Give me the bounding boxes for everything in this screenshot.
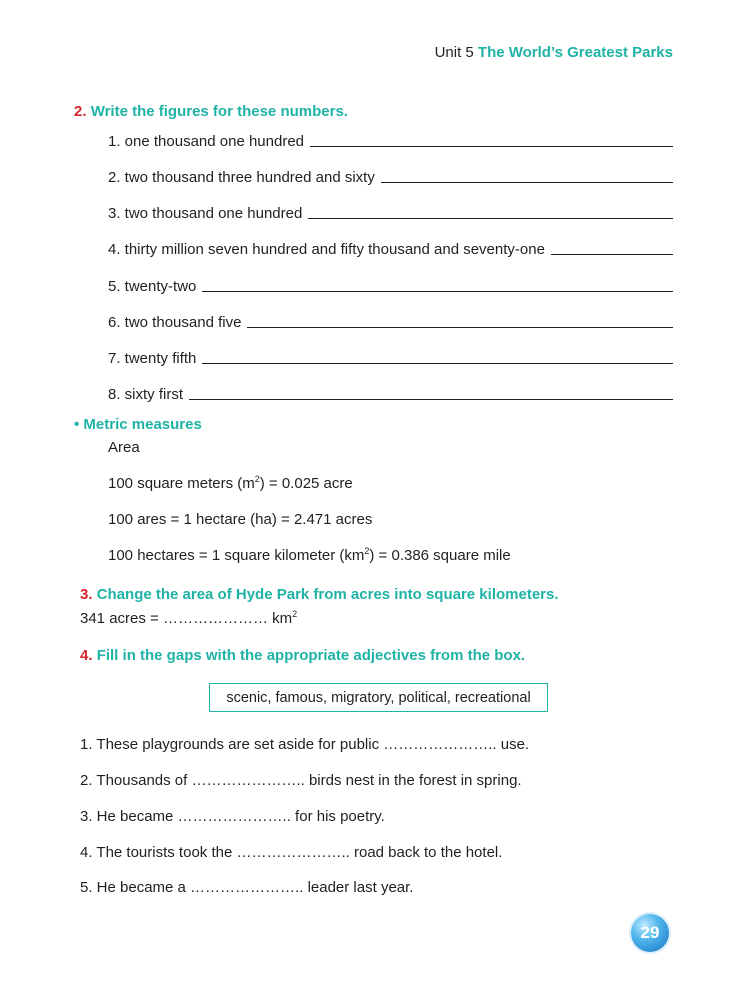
gap-sentence-3: 3. He became ………………….. for his poetry. [80,808,385,825]
answer-line [381,181,673,183]
number-item-5 [108,278,673,295]
answer-line [551,253,673,255]
number-item-text: 3. two thousand one hundred [108,205,303,222]
gap-sentence-2: 2. Thousands of ………………….. birds nest in the forest in spring. [80,772,522,789]
question-text: Fill in the gaps with the appropriate adjectives from the box. [96,647,526,664]
question-number: 4. [80,647,93,664]
superscript: 2 [364,546,370,556]
number-item-7 [108,350,673,367]
answer-line [189,398,673,400]
number-item-8 [108,386,673,403]
unit-title: The World’s Greatest Parks [477,44,673,61]
question-2-title [74,103,348,120]
word-box [209,683,548,712]
conversion-text: 341 acres = ………………… km [80,610,293,627]
metric-line-text: ) = 0.025 acre [259,475,353,492]
question-number: 2. [74,103,87,120]
answer-line [202,290,673,292]
question-text: Change the area of Hyde Park from acres into square kilometers. [96,586,559,603]
number-item-text: 5. twenty-two [108,278,197,295]
number-item-2 [108,169,673,186]
gap-sentence-1: 1. These playgrounds are set aside for public ………………….. use. [80,736,530,753]
page-header [435,44,673,61]
number-item-3 [108,205,673,222]
question-number: 3. [80,586,93,603]
gap-sentence-5: 5. He became a ………………….. leader last year. [80,879,414,896]
number-item-4 [108,241,673,258]
number-item-text: 7. twenty fifth [108,350,197,367]
number-item-6 [108,314,673,331]
superscript: 2 [292,609,298,619]
answer-line [202,362,673,364]
number-item-text: 1. one thousand one hundred [108,133,305,150]
page-number-badge [631,914,669,952]
metric-line-text: 100 hectares = 1 square kilometer (km [108,547,365,564]
metric-line-2: 100 ares = 1 hectare (ha) = 2.471 acres [108,511,373,528]
metric-area-label: Area [108,439,140,456]
number-item-text: 4. thirty million seven hundred and fifty thousand and seventy-one [108,241,545,258]
answer-line [308,217,673,219]
gap-sentence-4: 4. The tourists took the ………………….. road back to the hotel. [80,844,503,861]
answer-line [310,145,673,147]
metric-line-text: 100 square meters (m [108,475,255,492]
unit-label: Unit 5 [434,44,474,61]
number-item-1 [108,133,673,150]
metric-line-text: ) = 0.386 square mile [369,547,511,564]
question-3-title [80,586,559,603]
number-item-text: 8. sixty first [108,386,184,403]
metric-line-1 [108,475,353,492]
number-item-text: 6. two thousand five [108,314,242,331]
superscript: 2 [254,474,260,484]
question-4-title [80,647,525,664]
hyde-park-conversion [80,610,297,627]
question-text: Write the figures for these numbers. [90,103,348,120]
page-number: 29 [640,923,660,942]
metric-line-3 [108,547,511,564]
answer-line [247,326,673,328]
number-item-text: 2. two thousand three hundred and sixty [108,169,375,186]
metric-measures-title: • Metric measures [74,416,202,433]
word-box-text: scenic, famous, migratory, political, recreational [226,689,531,706]
